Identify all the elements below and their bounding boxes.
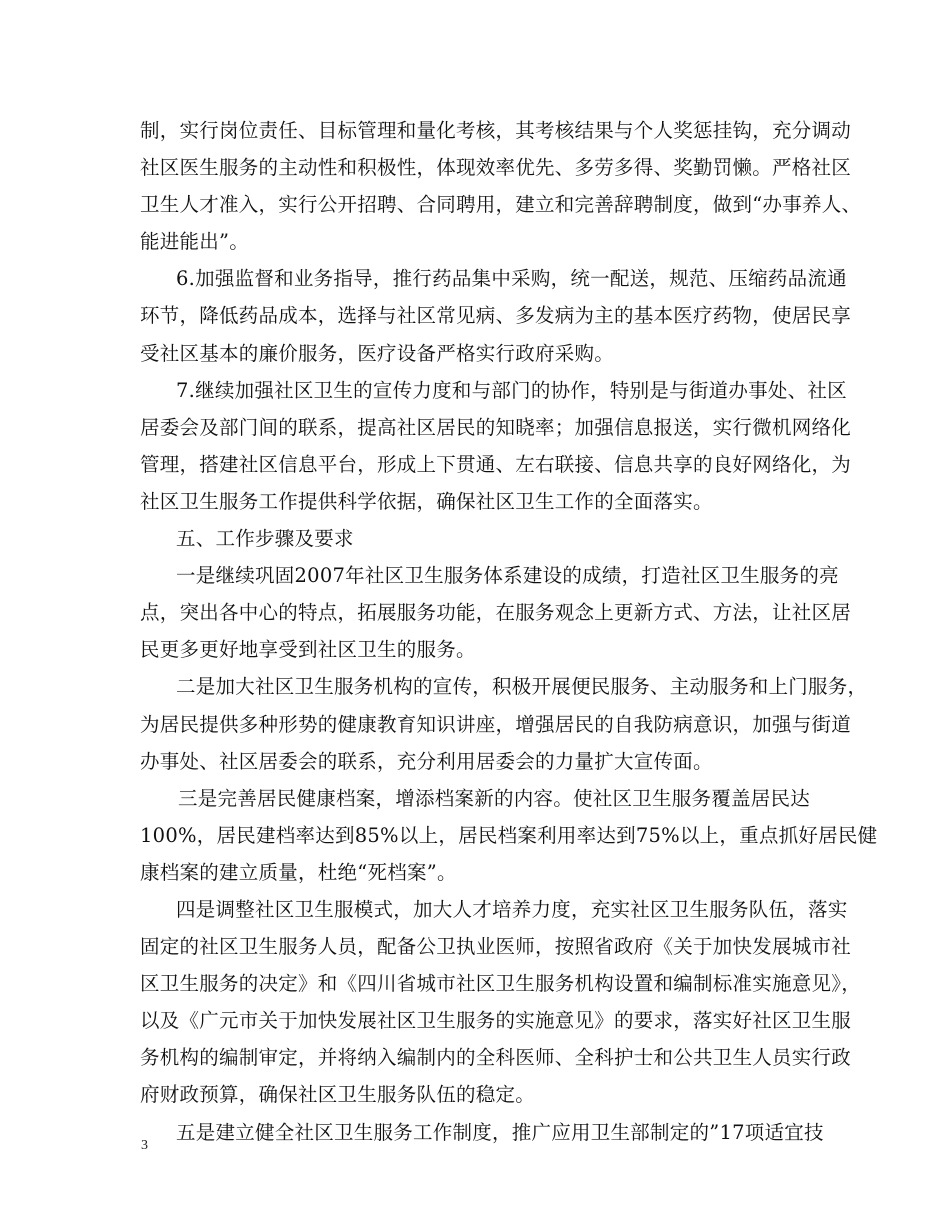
text-line: 社区卫生服务工作提供科学依据，确保社区卫生工作的全面落实。 [140,489,713,513]
text-line: 100%，居民建档率达到85%以上，居民档案利用率达到75%以上，重点抓好居民健 [140,823,878,847]
text-line: 务机构的编制审定，并将纳入编制内的全科医师、全科护士和公共卫生人员实行政 [140,1046,852,1070]
text-line: 固定的社区卫生服务人员，配备公卫执业医师，按照省政府《关于加快发展城市社 [140,935,852,959]
text-line: 三是完善居民健康档案，增添档案新的内容。使社区卫生服务覆盖居民达 [178,786,811,810]
text-line: 办事处、社区居委会的联系，充分利用居委会的力量扩大宣传面。 [140,749,713,773]
text-line: 区卫生服务的决定》和《四川省城市社区卫生服务机构设置和编制标准实施意见》， [140,972,862,996]
text-line: 二是加大社区卫生服务机构的宣传，积极开展便民服务、主动服务和上门服务， [176,675,868,699]
text-line: 康档案的建立质量，杜绝“死档案”。 [140,860,457,884]
text-line: 一是继续巩固2007年社区卫生服务体系建设的成绩，打造社区卫生服务的亮 [176,564,839,588]
text-line: 以及《广元市关于加快发展社区卫生服务的实施意见》的要求，落实好社区卫生服 [140,1009,852,1033]
text-line: 府财政预算，确保社区卫生服务队伍的稳定。 [140,1083,536,1107]
text-line: 能进能出”。 [140,230,249,254]
text-line: 7.继续加强社区卫生的宣传力度和与部门的协作，特别是与街道办事处、社区 [176,378,847,402]
text-line: 点，突出各中心的特点，拓展服务功能，在服务观念上更新方式、方法，让社区居 [140,601,852,625]
body-text [140,112,878,1151]
text-line: 卫生人才准入，实行公开招聘、合同聘用，建立和完善辞聘制度，做到“办事养人、 [140,193,862,217]
page-number: 3 [141,1138,148,1153]
text-line: 管理，搭建社区信息平台，形成上下贯通、左右联接、信息共享的良好网络化，为 [140,452,852,476]
text-line: 社区医生服务的主动性和积极性，体现效率优先、多劳多得、奖勤罚懒。严格社区 [140,156,852,180]
text-line: 制，实行岗位责任、目标管理和量化考核，其考核结果与个人奖惩挂钩，充分调动 [140,119,852,142]
text-line: 6.加强监督和业务指导，推行药品集中采购，统一配送，规范、压缩药品流通 [176,267,847,291]
text-line: 五是建立健全社区卫生服务工作制度，推广应用卫生部制定的”17项适宜技 [176,1120,824,1144]
text-line: 环节，降低药品成本，选择与社区常见病、多发病为主的基本医疗药物，使居民享 [140,304,852,328]
section-heading: 五、工作步骤及要求 [176,527,354,551]
text-line: 受社区基本的廉价服务，医疗设备严格实行政府采购。 [140,341,615,365]
text-line: 民更多更好地享受到社区卫生的服务。 [140,638,476,662]
text-line: 四是调整社区卫生服模式，加大人才培养力度，充实社区卫生服务队伍，落实 [176,897,848,921]
text-line: 居委会及部门间的联系，提高社区居民的知晓率；加强信息报送，实行微机网络化 [140,415,852,439]
text-line: 为居民提供多种形势的健康教育知识讲座，增强居民的自我防病意识，加强与街道 [140,712,852,736]
